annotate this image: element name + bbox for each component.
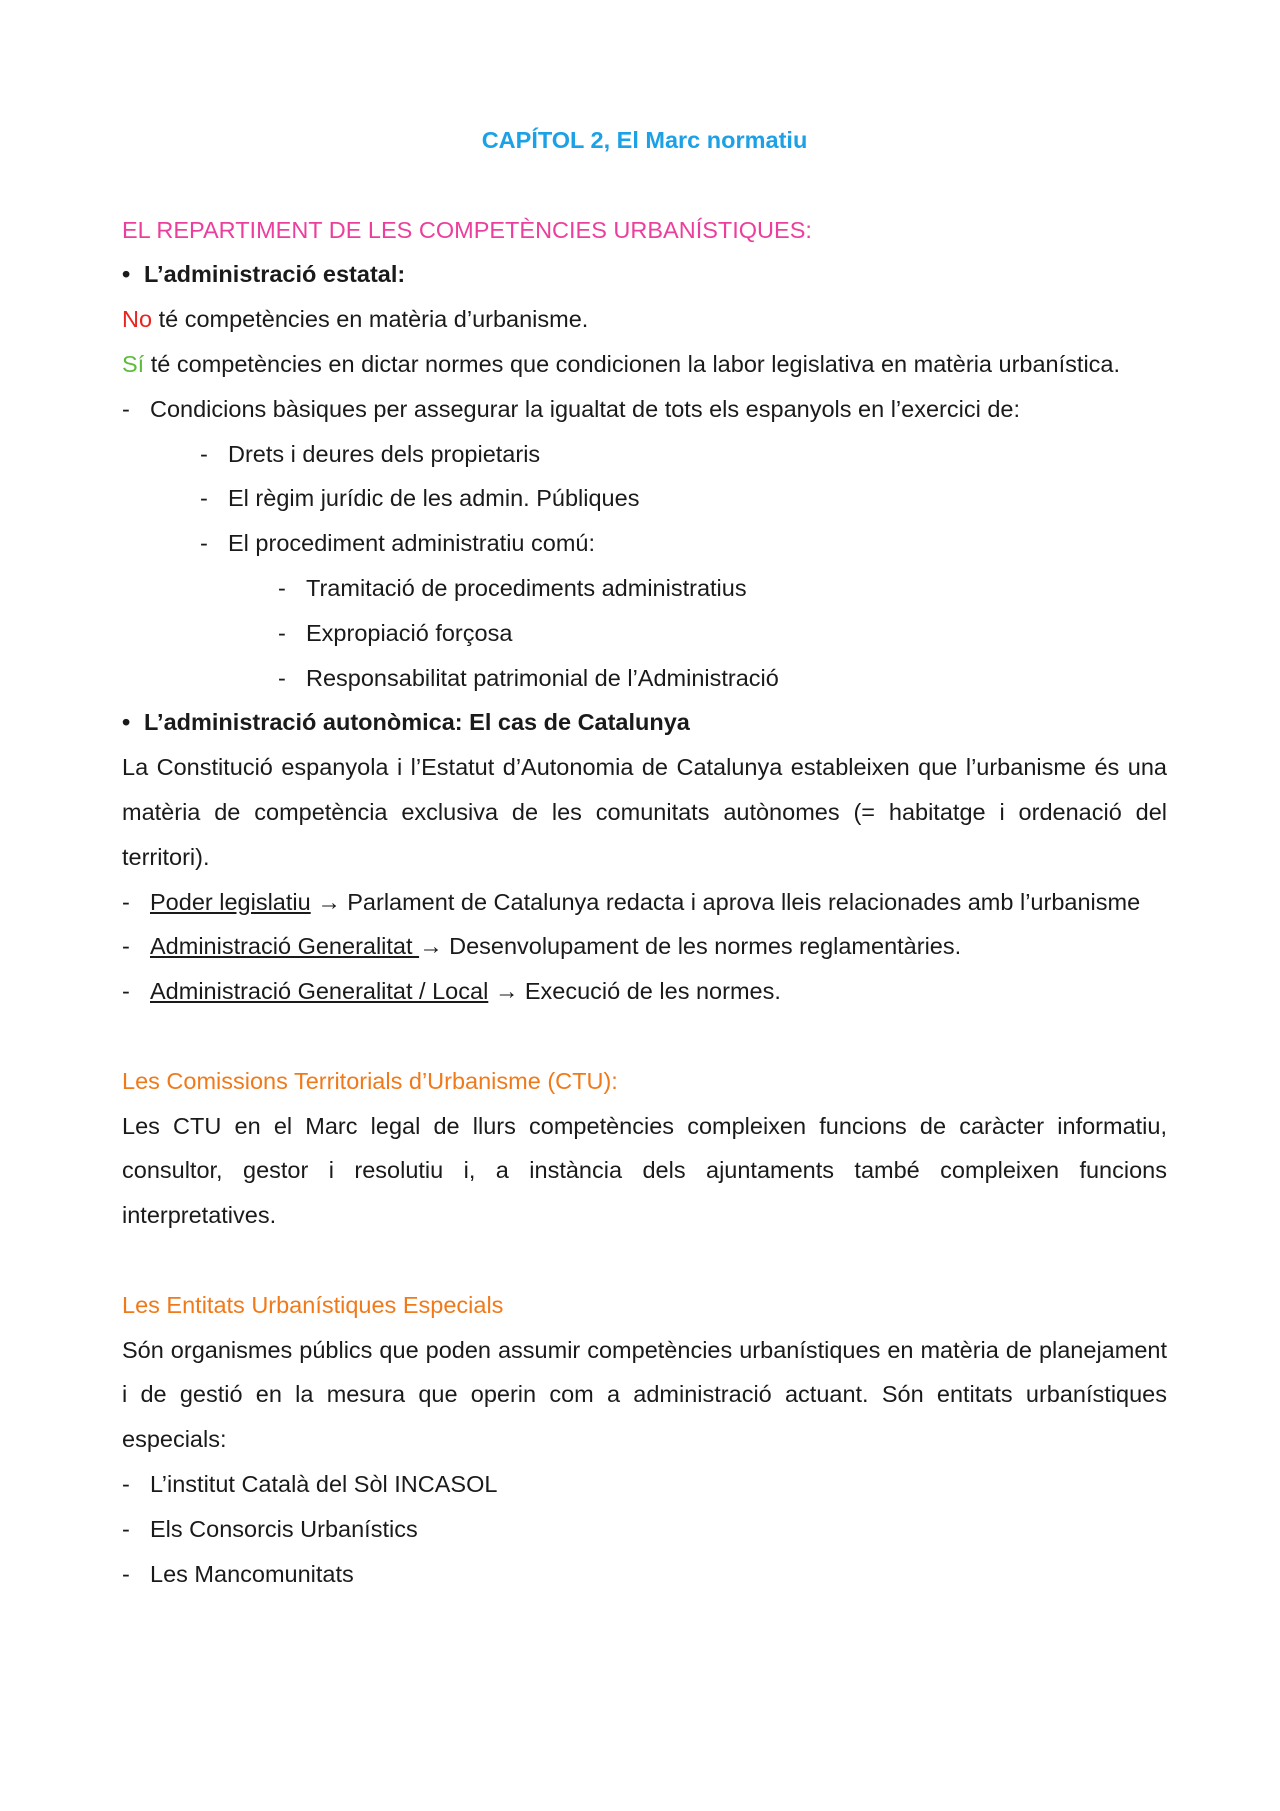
list-item-text: L’institut Català del Sòl INCASOL — [150, 1470, 498, 1497]
list-item-text: Condicions bàsiques per assegurar la igualtat de tots els espanyols en l’exercici de: — [150, 395, 1020, 422]
dash-icon: - — [278, 619, 286, 646]
paragraph-constitucio: La Constitució espanyola i l’Estatut d’Autonomia de Catalunya estableixen que l’urbanisme és una matèria de competència exclusiva de les comunitats autònomes (= habitatge i ordenació del territori). — [122, 754, 1167, 870]
no-rest: té competències en matèria d’urbanisme. — [152, 306, 589, 333]
list-item-entitat — [122, 1507, 1167, 1552]
list-item-text: Drets i deures dels propietaris — [228, 440, 541, 467]
section-heading-competencies: EL REPARTIMENT DE LES COMPETÈNCIES URBANÍSTIQUES: — [122, 216, 812, 243]
paragraph-no — [122, 297, 1167, 342]
section-heading-entitats: Les Entitats Urbanístiques Especials — [122, 1291, 504, 1318]
section-heading-ctu: Les Comissions Territorials d’Urbanisme (CTU): — [122, 1067, 618, 1094]
list-item-poder — [122, 880, 1167, 925]
dash-icon: - — [122, 1470, 130, 1497]
list-item-text: Els Consorcis Urbanístics — [150, 1515, 418, 1542]
dash-icon: - — [122, 1560, 130, 1587]
dash-icon: - — [200, 530, 208, 557]
bullet-heading-autonomica — [122, 700, 1167, 745]
list-item-subsub — [278, 611, 1167, 656]
spacer — [122, 1238, 1167, 1283]
estatal-heading-text: L’administració estatal: — [144, 261, 406, 288]
autonomica-heading-text: L’administració autonòmica: El cas de Catalunya — [144, 709, 690, 736]
list-item-label: Poder legislatiu — [150, 888, 311, 915]
bullet-heading-estatal — [122, 252, 1167, 297]
dash-icon: - — [278, 574, 286, 601]
list-item-text: → Desenvolupament de les normes reglamentàries. — [419, 933, 962, 960]
si-rest: té competències en dictar normes que condicionen la labor legislativa en matèria urbanística. — [144, 350, 1121, 377]
list-item-condicions — [122, 387, 1167, 432]
list-item-sub — [200, 521, 1167, 566]
list-item-text: Expropiació forçosa — [306, 619, 513, 646]
list-item-generalitat-local — [122, 969, 1167, 1014]
spacer — [122, 1014, 1167, 1059]
dash-icon: - — [122, 395, 130, 422]
no-word: No — [122, 306, 153, 333]
list-item-entitat — [122, 1462, 1167, 1507]
paragraph-si — [122, 342, 1167, 387]
list-item-subsub — [278, 566, 1167, 611]
paragraph-ctu: Les CTU en el Marc legal de llurs competències compleixen funcions de caràcter informatiu, consultor, gestor i resolutiu i, a instància dels ajuntaments també compleixen funcions interpretatives. — [122, 1112, 1167, 1229]
list-item-text: Responsabilitat patrimonial de l’Administració — [306, 664, 779, 691]
paragraph-entitats: Són organismes públics que poden assumir competències urbanístiques en matèria de planejament i de gestió en la mesura que operin com a administració actuant. Són entitats urbanístiques especials: — [122, 1336, 1167, 1453]
dash-icon: - — [278, 664, 286, 691]
dash-icon: - — [200, 440, 208, 467]
list-item-text: Les Mancomunitats — [150, 1560, 354, 1587]
list-item-entitat — [122, 1552, 1167, 1597]
dash-icon: - — [122, 978, 130, 1005]
list-item-text: Tramitació de procediments administratius — [306, 574, 747, 601]
list-item-label: Administració Generalitat — [150, 933, 420, 960]
dash-icon: - — [122, 1515, 130, 1542]
document-page — [122, 118, 1167, 1596]
page-title: CAPÍTOL 2, El Marc normatiu — [481, 127, 808, 153]
list-item-text: El règim jurídic de les admin. Públiques — [228, 485, 640, 512]
si-word: Sí — [122, 350, 145, 377]
list-item-text: El procediment administratiu comú: — [228, 530, 596, 557]
list-item-sub — [200, 432, 1167, 477]
list-item-sub — [200, 476, 1167, 521]
bullet-icon: • — [122, 709, 131, 736]
dash-icon: - — [122, 933, 130, 960]
bullet-icon: • — [122, 261, 131, 288]
list-item-text: → Parlament de Catalunya redacta i aprova lleis relacionades amb l’urbanisme — [310, 888, 1141, 915]
list-item-generalitat — [122, 924, 1167, 969]
list-item-text: → Execució de les normes. — [488, 978, 781, 1005]
list-item-label: Administració Generalitat / Local — [150, 978, 489, 1005]
list-item-subsub — [278, 656, 1167, 701]
dash-icon: - — [122, 888, 130, 915]
dash-icon: - — [200, 485, 208, 512]
